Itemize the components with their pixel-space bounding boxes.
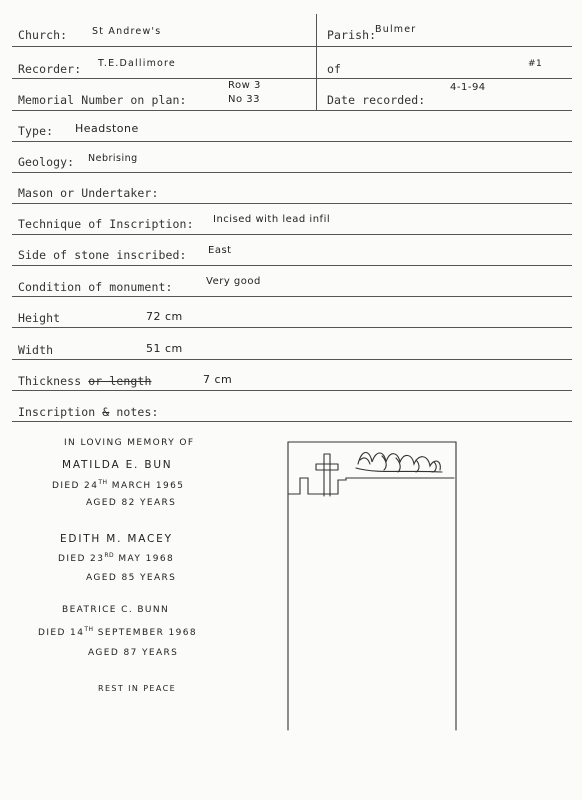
inscription-notes-label (18, 405, 159, 419)
width-label: Width (18, 343, 54, 357)
date-recorded-value: 4-1-94 (450, 82, 486, 93)
inscription-line: DIED 14TH SEPTEMBER 1968 (38, 626, 198, 638)
inscription-label-tail: notes: (109, 405, 159, 419)
headstone-outline (288, 442, 456, 730)
date-recorded-label: Date recorded: (327, 93, 426, 107)
memorial-row: Row 3 (228, 80, 261, 91)
parish-label: Parish: (327, 28, 377, 42)
rule (12, 110, 572, 111)
rule (12, 203, 572, 204)
width-value: 51 cm (146, 342, 183, 355)
memorial-number: No 33 (228, 94, 261, 105)
inscription-label-struck: & (102, 405, 110, 419)
rule (12, 327, 572, 328)
rule (12, 296, 572, 297)
inscription-line: BEATRICE C. BUNN (62, 605, 170, 615)
inscription-line: MATILDA E. BUN (62, 459, 173, 471)
side-label: Side of stone inscribed: (18, 248, 187, 262)
parish-value: Bulmer (375, 24, 417, 35)
rule (12, 421, 572, 422)
geology-label: Geology: (18, 155, 75, 169)
rule (12, 234, 572, 235)
rule (12, 265, 572, 266)
side-value: East (208, 245, 232, 256)
rule (12, 390, 572, 391)
height-label: Height (18, 311, 61, 325)
rule (12, 359, 572, 360)
inscription-line: EDITH M. MACEY (60, 533, 173, 545)
type-value: Headstone (75, 122, 139, 135)
memorial-number-label: Memorial Number on plan: (18, 93, 187, 107)
rule (12, 141, 572, 142)
condition-value: Very good (206, 276, 261, 287)
rule (12, 78, 572, 79)
cross-icon (316, 454, 338, 496)
rule (12, 46, 572, 47)
height-value: 72 cm (146, 310, 183, 323)
geology-value: Nebrising (88, 153, 138, 164)
inscription-line: DIED 24TH MARCH 1965 (52, 479, 185, 491)
church-value: St Andrew's (92, 26, 162, 37)
thickness-value: 7 cm (203, 373, 233, 386)
technique-value: Incised with lead infil (213, 214, 331, 225)
headstone-sketch (286, 440, 460, 732)
thickness-label-struck: or length (88, 374, 152, 388)
of-value: #1 (528, 59, 543, 69)
mason-label: Mason or Undertaker: (18, 186, 159, 200)
column-divider (316, 14, 317, 110)
inscription-line: AGED 87 YEARS (88, 648, 179, 658)
headstone-ledge (288, 478, 454, 494)
recorder-value: T.E.Dallimore (98, 58, 176, 69)
inscription-line: AGED 82 YEARS (86, 498, 177, 508)
church-label: Church: (18, 28, 68, 42)
rule (12, 172, 572, 173)
recorder-label: Recorder: (18, 62, 82, 76)
type-label: Type: (18, 124, 54, 138)
technique-label: Technique of Inscription: (18, 217, 194, 231)
inscription-line: REST IN PEACE (98, 684, 177, 693)
thickness-label (18, 374, 151, 388)
inscription-line: DIED 23RD MAY 1968 (58, 552, 175, 564)
thickness-label-text: Thickness (18, 374, 89, 388)
inscription-line: AGED 85 YEARS (86, 573, 177, 583)
inscription-line: IN LOVING MEMORY OF (64, 438, 195, 448)
inscription-label-text: Inscription (18, 405, 103, 419)
condition-label: Condition of monument: (18, 280, 173, 294)
of-label: of (327, 62, 342, 76)
